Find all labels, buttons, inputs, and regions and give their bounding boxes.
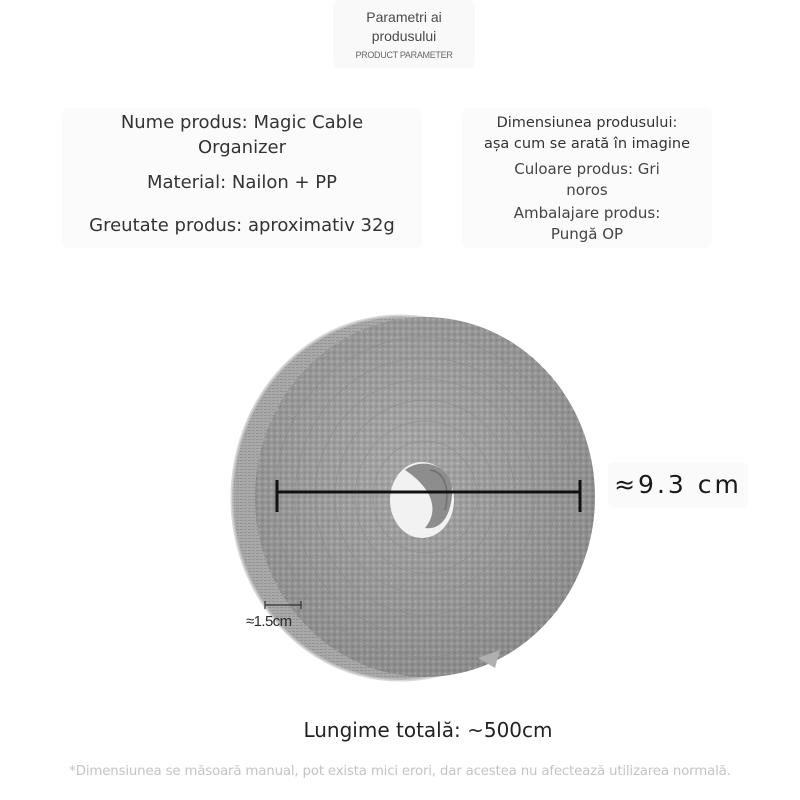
- param-packaging: [462, 203, 712, 245]
- param-packaging-line2: Pungă OP: [550, 225, 624, 243]
- param-product-name-line2: Organizer: [197, 137, 287, 158]
- param-product-color: [462, 159, 712, 201]
- param-product-color-line1: Culoare produs: Gri: [514, 160, 660, 178]
- param-product-size-line2: așa cum se arată în imagine: [483, 136, 691, 152]
- diameter-label: ≈9.3 cm: [614, 470, 742, 499]
- param-product-name-line1: Nume produs: Magic Cable: [120, 112, 364, 133]
- param-product-color-line2: noros: [566, 181, 608, 199]
- param-product-name: [62, 110, 422, 160]
- param-material: Material: Nailon + PP: [146, 172, 338, 193]
- total-length-label: Lungime totală: ~500cm: [303, 718, 553, 742]
- page-title-line1: Parametri ai: [366, 9, 442, 25]
- param-packaging-line1: Ambalajare produs:: [513, 204, 661, 222]
- param-weight: Greutate produs: aproximativ 32g: [89, 215, 395, 236]
- width-label: ≈1.5cm: [246, 613, 292, 630]
- product-image-cable-tie-roll: [225, 305, 605, 695]
- param-product-size: [462, 113, 712, 155]
- param-product-size-line1: Dimensiunea produsului:: [496, 115, 678, 131]
- page-subtitle: PRODUCT PARAMETER: [355, 50, 453, 60]
- page-title: [333, 8, 475, 46]
- measurement-disclaimer: *Dimensiunea se măsoară manual, pot exista mici erori, dar acestea nu afectează utilizarea normală.: [69, 764, 731, 779]
- page-title-line2: produsului: [371, 28, 437, 44]
